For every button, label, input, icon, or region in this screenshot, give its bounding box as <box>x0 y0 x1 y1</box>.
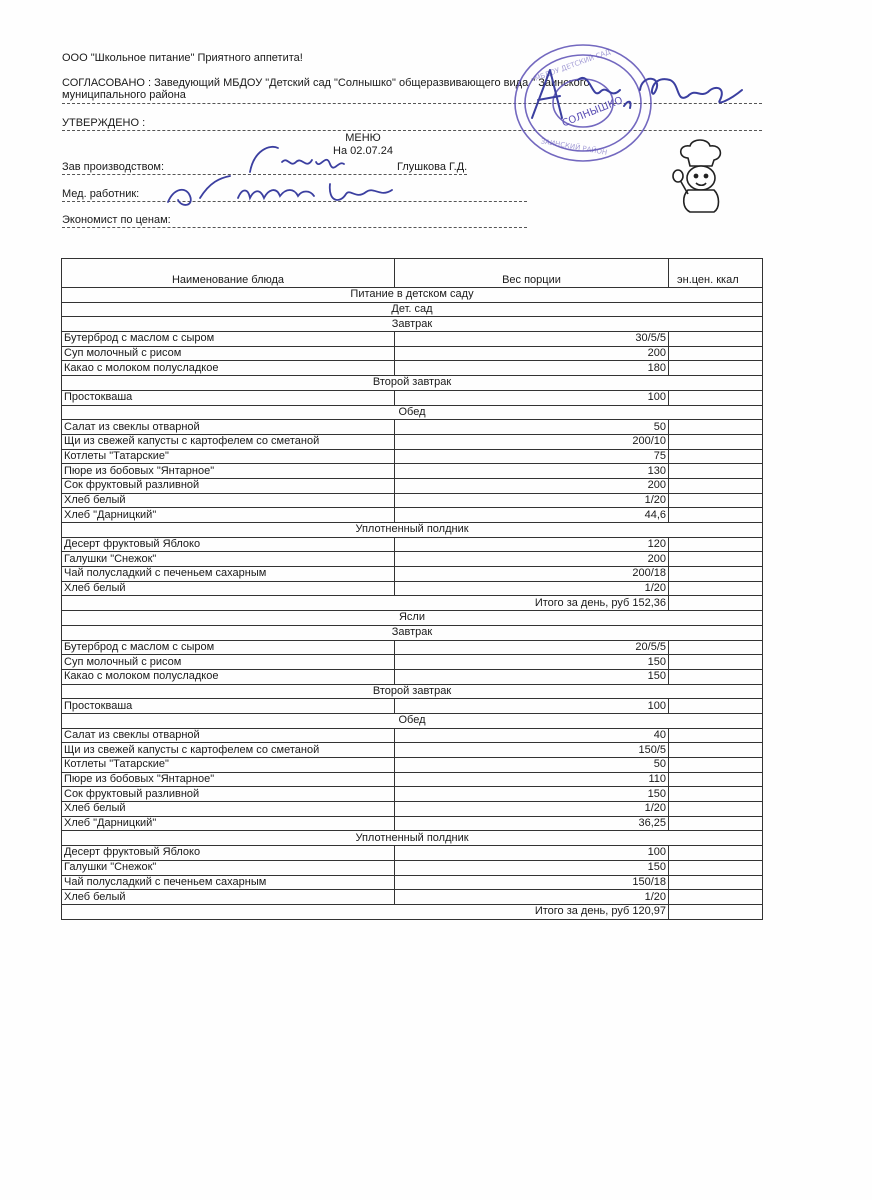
portion-weight: 200/10 <box>395 434 669 449</box>
dish-name: Чай полусладкий с печеньем сахарным <box>62 875 395 890</box>
dish-name: Бутерброд с маслом с сыром <box>62 332 395 347</box>
dish-name: Суп молочный с рисом <box>62 346 395 361</box>
portion-weight: 40 <box>395 728 669 743</box>
table-row <box>62 758 763 773</box>
table-row <box>62 669 763 684</box>
dish-name: Десерт фруктовый Яблоко <box>62 537 395 552</box>
table-row <box>62 743 763 758</box>
section-title: Дет. сад <box>62 302 763 317</box>
svg-text:ЗАИНСКИЙ РАЙОН: ЗАИНСКИЙ РАЙОН <box>540 137 608 157</box>
portion-weight: 150 <box>395 860 669 875</box>
medic-label: Мед. работник: <box>62 188 140 200</box>
total-blank <box>62 904 395 919</box>
table-row <box>62 728 763 743</box>
portion-weight: 100 <box>395 846 669 861</box>
table-row <box>62 655 763 670</box>
kcal-cell <box>669 537 763 552</box>
portion-weight: 1/20 <box>395 890 669 905</box>
portion-weight: 130 <box>395 464 669 479</box>
economist-label: Экономист по ценам: <box>62 214 171 226</box>
kcal-cell <box>669 743 763 758</box>
agreed-line-2: муниципального района <box>62 89 186 101</box>
portion-weight: 150/18 <box>395 875 669 890</box>
portion-weight: 100 <box>395 390 669 405</box>
kcal-cell <box>669 420 763 435</box>
dish-name: Галушки "Снежок" <box>62 860 395 875</box>
table-row <box>62 493 763 508</box>
medic-signature <box>160 168 410 212</box>
portion-weight: 30/5/5 <box>395 332 669 347</box>
dish-name: Хлеб белый <box>62 493 395 508</box>
company-name: ООО "Школьное питание" Приятного аппетита! <box>62 52 303 64</box>
portion-weight: 75 <box>395 449 669 464</box>
director-signature-text: Л.И. Павлова <box>520 128 527 129</box>
table-row <box>62 567 763 582</box>
chef-logo-icon <box>668 136 738 216</box>
table-row <box>62 332 763 347</box>
dish-name: Хлеб белый <box>62 890 395 905</box>
total-row <box>62 904 763 919</box>
portion-weight: 180 <box>395 361 669 376</box>
kcal-cell <box>669 361 763 376</box>
portion-weight: 150 <box>395 787 669 802</box>
table-row <box>62 552 763 567</box>
portion-weight: 150 <box>395 655 669 670</box>
table-row <box>62 802 763 817</box>
portion-weight: 50 <box>395 420 669 435</box>
portion-weight: 1/20 <box>395 581 669 596</box>
table-row <box>62 420 763 435</box>
dish-name: Хлеб белый <box>62 802 395 817</box>
kcal-cell <box>669 581 763 596</box>
kcal-cell <box>669 552 763 567</box>
dish-name: Пюре из бобовых "Янтарное" <box>62 772 395 787</box>
dish-name: Щи из свежей капусты с картофелем со сметаной <box>62 743 395 758</box>
kcal-cell <box>669 669 763 684</box>
column-header-kcal: эн.цен. ккал <box>669 259 763 288</box>
kcal-cell <box>669 508 763 523</box>
portion-weight: 150/5 <box>395 743 669 758</box>
table-header-row <box>62 259 763 288</box>
kcal-cell <box>669 640 763 655</box>
menu-title: МЕНЮ <box>345 132 381 144</box>
table-row <box>62 434 763 449</box>
dish-name: Сок фруктовый разливной <box>62 478 395 493</box>
portion-weight: 50 <box>395 758 669 773</box>
dish-name: Десерт фруктовый Яблоко <box>62 846 395 861</box>
dish-name: Галушки "Снежок" <box>62 552 395 567</box>
dish-name: Простокваша <box>62 699 395 714</box>
dish-name: Пюре из бобовых "Янтарное" <box>62 464 395 479</box>
section-row <box>62 405 763 420</box>
director-signature <box>520 60 750 130</box>
stamp-text: СОЛНЫШКО <box>560 95 625 130</box>
menu-table <box>61 258 763 920</box>
day-total: Итого за день, руб 120,97 <box>395 904 669 919</box>
table-row <box>62 860 763 875</box>
section-row <box>62 523 763 538</box>
kcal-cell <box>669 332 763 347</box>
section-row <box>62 713 763 728</box>
dish-name: Какао с молоком полусладкое <box>62 361 395 376</box>
production-signature-text: Глуш <box>240 179 243 180</box>
dish-name: Какао с молоком полусладкое <box>62 669 395 684</box>
table-row <box>62 699 763 714</box>
kcal-cell <box>669 493 763 508</box>
section-title: Ясли <box>62 611 763 626</box>
economist-underline <box>62 227 527 228</box>
section-title: Завтрак <box>62 317 763 332</box>
kcal-cell <box>669 478 763 493</box>
portion-weight: 200 <box>395 552 669 567</box>
portion-weight: 200/18 <box>395 567 669 582</box>
table-row <box>62 464 763 479</box>
portion-weight: 150 <box>395 669 669 684</box>
portion-weight: 1/20 <box>395 493 669 508</box>
portion-weight: 36,25 <box>395 816 669 831</box>
kcal-cell <box>669 890 763 905</box>
kcal-cell <box>669 434 763 449</box>
table-row <box>62 537 763 552</box>
production-head-label: Зав производством: <box>62 161 165 173</box>
portion-weight: 1/20 <box>395 802 669 817</box>
table-row <box>62 449 763 464</box>
column-header-weight: Вес порции <box>395 259 669 288</box>
section-row <box>62 684 763 699</box>
dish-name: Салат из свеклы отварной <box>62 728 395 743</box>
kcal-cell <box>669 787 763 802</box>
table-row <box>62 508 763 523</box>
column-header-dish: Наименование блюда <box>62 259 395 288</box>
kcal-cell <box>669 875 763 890</box>
section-title: Уплотненный полдник <box>62 831 763 846</box>
kcal-cell <box>669 816 763 831</box>
table-row <box>62 787 763 802</box>
section-title: Завтрак <box>62 625 763 640</box>
section-row <box>62 302 763 317</box>
section-row <box>62 317 763 332</box>
kcal-cell <box>669 346 763 361</box>
portion-weight: 44,6 <box>395 508 669 523</box>
dish-name: Хлеб белый <box>62 581 395 596</box>
table-row <box>62 478 763 493</box>
kcal-cell <box>669 449 763 464</box>
section-row <box>62 376 763 391</box>
section-title: Второй завтрак <box>62 376 763 391</box>
kcal-cell <box>669 464 763 479</box>
section-row <box>62 288 763 303</box>
dish-name: Бутерброд с маслом с сыром <box>62 640 395 655</box>
dish-name: Чай полусладкий с печеньем сахарным <box>62 567 395 582</box>
day-total: Итого за день, руб 152,36 <box>395 596 669 611</box>
approved-label: УТВЕРЖДЕНО : <box>62 117 146 129</box>
dish-name: Хлеб "Дарницкий" <box>62 816 395 831</box>
total-kcal-cell <box>669 596 763 611</box>
total-blank <box>62 596 395 611</box>
kcal-cell <box>669 728 763 743</box>
table-row <box>62 390 763 405</box>
table-row <box>62 581 763 596</box>
kcal-cell <box>669 846 763 861</box>
section-row <box>62 831 763 846</box>
dish-name: Щи из свежей капусты с картофелем со сметаной <box>62 434 395 449</box>
portion-weight: 200 <box>395 346 669 361</box>
table-row <box>62 640 763 655</box>
section-title: Обед <box>62 405 763 420</box>
dish-name: Сок фруктовый разливной <box>62 787 395 802</box>
section-title: Обед <box>62 713 763 728</box>
section-title: Второй завтрак <box>62 684 763 699</box>
kcal-cell <box>669 699 763 714</box>
section-row <box>62 625 763 640</box>
kcal-cell <box>669 567 763 582</box>
section-title: Уплотненный полдник <box>62 523 763 538</box>
kcal-cell <box>669 802 763 817</box>
table-row <box>62 816 763 831</box>
table-row <box>62 772 763 787</box>
table-row <box>62 346 763 361</box>
portion-weight: 100 <box>395 699 669 714</box>
section-title: Питание в детском саду <box>62 288 763 303</box>
dish-name: Простокваша <box>62 390 395 405</box>
dish-name: Суп молочный с рисом <box>62 655 395 670</box>
portion-weight: 120 <box>395 537 669 552</box>
table-row <box>62 890 763 905</box>
table-row <box>62 875 763 890</box>
agreed-line: СОГЛАСОВАНО : Заведующий МБДОУ "Детский сад "Солнышко" общеразвивающего вида " Заинского <box>62 77 590 89</box>
portion-weight: 20/5/5 <box>395 640 669 655</box>
dish-name: Хлеб "Дарницкий" <box>62 508 395 523</box>
table-row <box>62 846 763 861</box>
portion-weight: 110 <box>395 772 669 787</box>
section-row <box>62 611 763 626</box>
table-row <box>62 361 763 376</box>
total-kcal-cell <box>669 904 763 919</box>
portion-weight: 200 <box>395 478 669 493</box>
kcal-cell <box>669 655 763 670</box>
kcal-cell <box>669 390 763 405</box>
dish-name: Котлеты "Татарские" <box>62 758 395 773</box>
kcal-cell <box>669 772 763 787</box>
svg-text:МБДОУ ДЕТСКИЙ САД: МБДОУ ДЕТСКИЙ САД <box>533 47 612 83</box>
dish-name: Котлеты "Татарские" <box>62 449 395 464</box>
menu-date: На 02.07.24 <box>333 145 393 157</box>
kcal-cell <box>669 860 763 875</box>
total-row <box>62 596 763 611</box>
production-head-name: Глушкова Г.Д. <box>397 161 468 173</box>
medic-signature-text: Иванова <box>160 211 164 212</box>
kcal-cell <box>669 758 763 773</box>
dish-name: Салат из свеклы отварной <box>62 420 395 435</box>
